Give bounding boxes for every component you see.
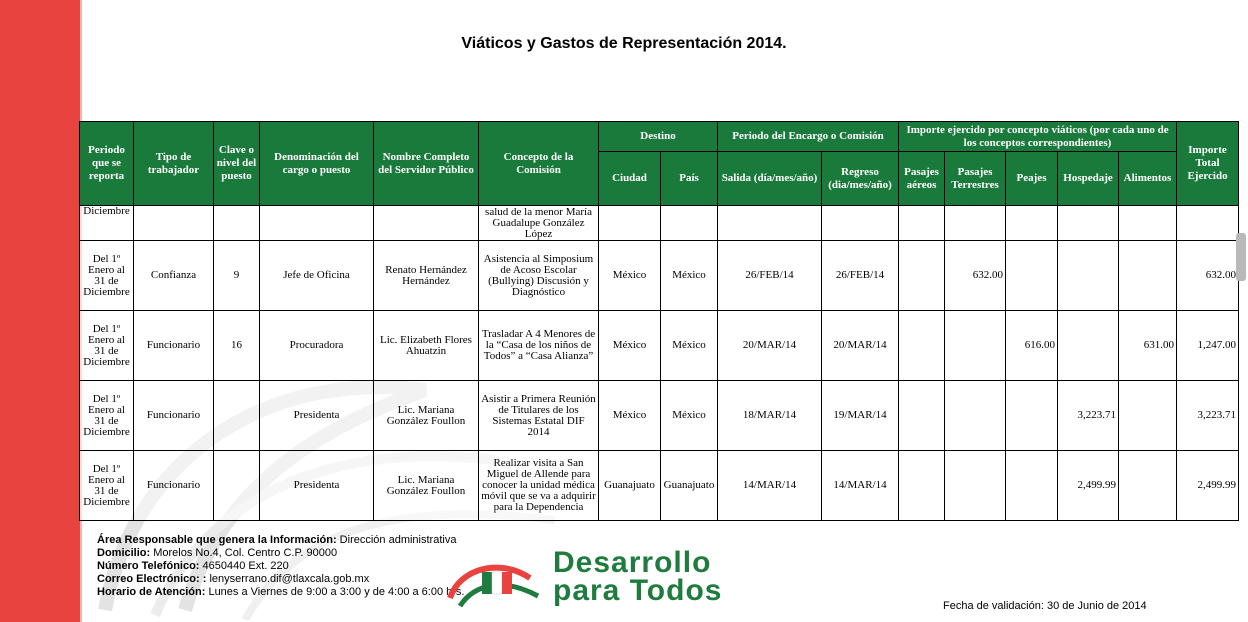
cell-regreso: 20/MAR/14 [822,311,899,381]
cell-peajes [1006,206,1058,241]
cell-peajes [1006,241,1058,311]
cell-alimentos [1119,206,1177,241]
col-nombre: Nombre Completo del Servidor Público [374,122,479,206]
cell-denominacion [260,206,374,241]
area-value: Dirección administrativa [336,534,457,546]
cell-pasajes-aereos [899,241,945,311]
cell-pais: Guanajuato [661,451,718,521]
cell-total: 2,499.99 [1177,451,1239,521]
table-row [80,206,1239,241]
cell-nombre [374,206,479,241]
cell-pasajes-terrestres: 632.00 [945,241,1006,311]
cell-salida: 20/MAR/14 [718,311,822,381]
cell-pasajes-terrestres [945,451,1006,521]
cell-alimentos [1119,241,1177,311]
col-pasajes-aereos: Pasajes aéreos [899,152,945,206]
cell-peajes [1006,381,1058,451]
cell-denominacion: Presidenta [260,451,374,521]
domicilio-line [97,547,465,560]
scrollbar-thumb[interactable] [1236,233,1246,281]
col-regreso: Regreso (dia/mes/año) [822,152,899,206]
table-row [80,381,1239,451]
cell-total: 3,223.71 [1177,381,1239,451]
cell-clave [214,381,260,451]
horario-label: Horario de Atención: [97,586,206,598]
cell-tipo: Funcionario [134,381,214,451]
contact-footer [97,534,465,599]
cell-pasajes-terrestres [945,311,1006,381]
cell-tipo: Funcionario [134,451,214,521]
horario-line [97,586,465,599]
col-group-destino: Destino [599,122,718,152]
cell-regreso [822,206,899,241]
table-row [80,311,1239,381]
telefono-label: Número Telefónico: [97,560,200,572]
cell-regreso: 26/FEB/14 [822,241,899,311]
telefono-line [97,560,465,573]
cell-pais [661,206,718,241]
cell-ciudad: México [599,311,661,381]
viaticos-table [79,121,1239,521]
cell-clave [214,451,260,521]
cell-hospedaje [1058,311,1119,381]
cell-peajes: 616.00 [1006,311,1058,381]
cell-ciudad [599,206,661,241]
col-pasajes-terrestres: Pasajes Terrestres [945,152,1006,206]
cell-denominacion: Jefe de Oficina [260,241,374,311]
cell-pais: México [661,241,718,311]
cell-tipo: Funcionario [134,311,214,381]
cell-hospedaje: 2,499.99 [1058,451,1119,521]
domicilio-value: Morelos No.4, Col. Centro C.P. 90000 [150,547,338,559]
cell-nombre: Lic. Mariana González Foullon [374,451,479,521]
cell-pasajes-terrestres [945,206,1006,241]
col-group-importe-concepto: Importe ejercido por concepto viáticos (por cada uno de los conceptos correspondientes) [899,122,1177,152]
col-peajes: Peajes [1006,152,1058,206]
correo-line [97,573,465,586]
area-responsable-line [97,534,465,547]
cell-hospedaje [1058,206,1119,241]
cell-concepto: Asistir a Primera Reunión de Titulares de los Sistemas Estatal DIF 2014 [479,381,599,451]
logo-line-2: para Todos [553,574,723,607]
cell-pais: México [661,381,718,451]
cell-clave [214,206,260,241]
cell-tipo: Confianza [134,241,214,311]
cell-pais: México [661,311,718,381]
col-denominacion: Denominación del cargo o puesto [260,122,374,206]
logo-line-1: Desarrollo [553,546,712,579]
cell-salida: 26/FEB/14 [718,241,822,311]
cell-ciudad: México [599,381,661,451]
col-salida: Salida (día/mes/año) [718,152,822,206]
cell-total: 632.00 [1177,241,1239,311]
cell-clave: 16 [214,311,260,381]
left-red-band [0,0,80,622]
table-row [80,451,1239,521]
col-importe-total: Importe Total Ejercido [1177,122,1239,206]
cell-denominacion: Presidenta [260,381,374,451]
horario-value: Lunes a Viernes de 9:00 a 3:00 y de 4:00 a 6:00 hrs. [205,586,465,598]
cell-hospedaje: 3,223.71 [1058,381,1119,451]
col-ciudad: Ciudad [599,152,661,206]
cell-pasajes-aereos [899,206,945,241]
cell-pasajes-aereos [899,381,945,451]
cell-nombre: Lic. Mariana González Foullon [374,381,479,451]
cell-regreso: 14/MAR/14 [822,451,899,521]
correo-value: lenyserrano.dif@tlaxcala.gob.mx [206,573,370,585]
cell-salida: 14/MAR/14 [718,451,822,521]
cell-total [1177,206,1239,241]
cell-periodo: Del 1º Enero al 31 de Diciembre [80,381,134,451]
cell-clave: 9 [214,241,260,311]
cell-periodo: Del 1º Enero al 31 de Diciembre [80,451,134,521]
cell-denominacion: Procuradora [260,311,374,381]
cell-pasajes-aereos [899,451,945,521]
telefono-value: 4650440 Ext. 220 [199,560,289,572]
cell-pasajes-terrestres [945,381,1006,451]
col-group-periodo-encargo: Periodo del Encargo o Comisión [718,122,899,152]
cell-alimentos [1119,381,1177,451]
table-row [80,241,1239,311]
col-periodo: Periodo que se reporta [80,122,134,206]
cell-concepto: Realizar visita a San Miguel de Allende para conocer la unidad médica móvil que se va a adquirir para la Dependencia [479,451,599,521]
cell-periodo: Del 1º Enero al 31 de Diciembre [80,241,134,311]
col-concepto: Concepto de la Comisión [479,122,599,206]
fecha-validacion: Fecha de validación: 30 de Junio de 2014 [943,600,1147,612]
cell-ciudad: México [599,241,661,311]
area-label: Área Responsable que genera la Información: [97,534,337,546]
col-pais: País [661,152,718,206]
cell-concepto: Asistencia al Simposium de Acoso Escolar (Bullying) Discusión y Diagnóstico [479,241,599,311]
col-tipo-trabajador: Tipo de trabajador [134,122,214,206]
cell-nombre: Lic. Elizabeth Flores Ahuatzin [374,311,479,381]
cell-salida: 18/MAR/14 [718,381,822,451]
col-clave-nivel: Clave o nivel del puesto [214,122,260,206]
domicilio-label: Domicilio: [97,547,151,559]
cell-alimentos: 631.00 [1119,311,1177,381]
cell-concepto: Trasladar A 4 Menores de la “Casa de los niños de Todos” a “Casa Alianza” [479,311,599,381]
col-hospedaje: Hospedaje [1058,152,1119,206]
correo-label: Correo Electrónico: : [97,573,207,585]
cell-tipo [134,206,214,241]
cell-hospedaje [1058,241,1119,311]
col-alimentos: Alimentos [1119,152,1177,206]
cell-concepto: salud de la menor María Guadalupe González López [479,206,599,241]
page-title: Viáticos y Gastos de Representación 2014. [461,35,787,52]
cell-nombre: Renato Hernández Hernández [374,241,479,311]
cell-pasajes-aereos [899,311,945,381]
cell-total: 1,247.00 [1177,311,1239,381]
cell-periodo: Del 1º Enero al 31 de Diciembre [80,311,134,381]
cell-peajes [1006,451,1058,521]
cell-periodo: Diciembre [80,206,134,241]
cell-alimentos [1119,451,1177,521]
cell-ciudad: Guanajuato [599,451,661,521]
cell-salida [718,206,822,241]
cell-regreso: 19/MAR/14 [822,381,899,451]
